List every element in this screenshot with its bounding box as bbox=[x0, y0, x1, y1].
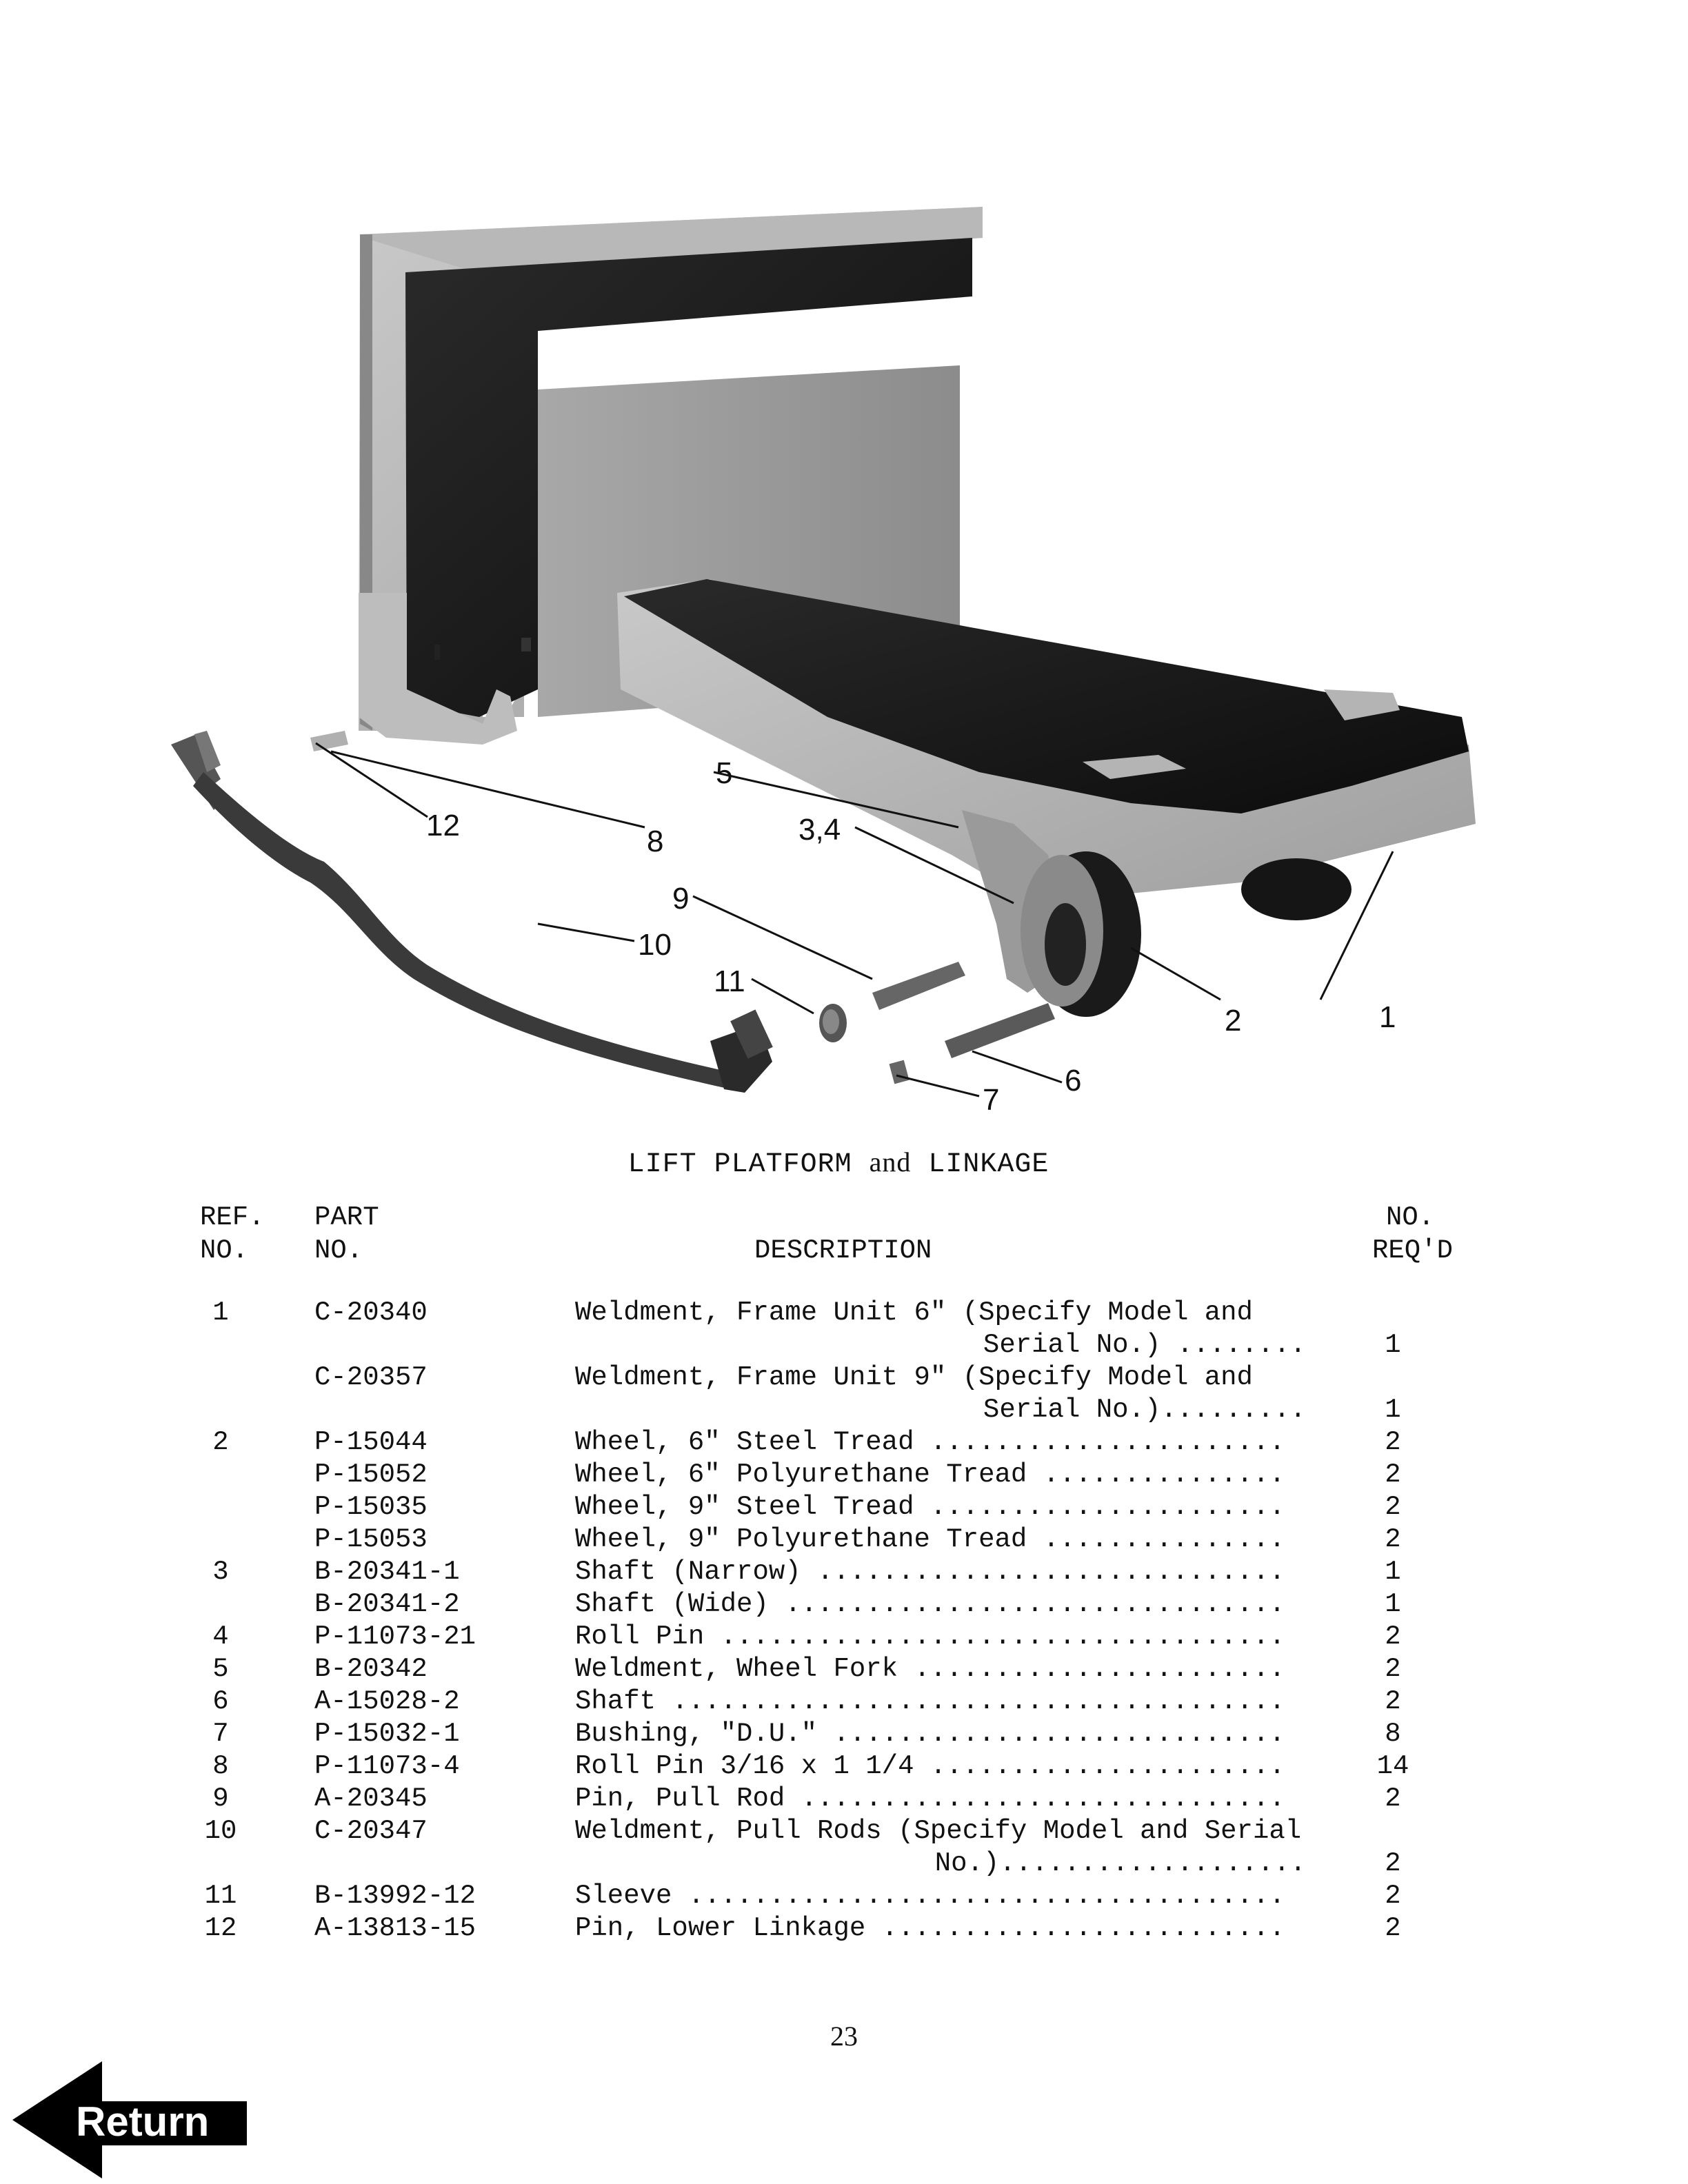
callout-1: 1 bbox=[1379, 1000, 1396, 1034]
qty-required: 1 bbox=[1385, 1557, 1401, 1587]
description: Pin, Pull Rod .............................. bbox=[575, 1783, 1285, 1814]
figure-title-part2: LINKAGE bbox=[911, 1149, 1049, 1180]
description: Shaft (Narrow) ............................. bbox=[575, 1557, 1285, 1587]
part-no: A-15028-2 bbox=[314, 1686, 460, 1717]
qty-required: 2 bbox=[1385, 1783, 1401, 1814]
qty-required: 1 bbox=[1385, 1589, 1401, 1619]
header-ref-line2: NO. bbox=[200, 1235, 249, 1266]
table-row bbox=[0, 1912, 1688, 1945]
qty-required: 2 bbox=[1385, 1524, 1401, 1555]
part-no: P-15044 bbox=[314, 1427, 428, 1457]
description: Bushing, "D.U." ............................ bbox=[575, 1719, 1285, 1749]
qty-required: 2 bbox=[1385, 1686, 1401, 1717]
part-no: A-20345 bbox=[314, 1783, 428, 1814]
header-part-line2: NO. bbox=[314, 1235, 363, 1266]
callout-7: 7 bbox=[983, 1083, 1000, 1117]
description: Weldment, Frame Unit 6" (Specify Model and bbox=[575, 1297, 1253, 1328]
table-row bbox=[0, 1555, 1688, 1588]
qty-required: 2 bbox=[1385, 1881, 1401, 1911]
callout-9: 9 bbox=[672, 882, 690, 916]
part-no: P-11073-4 bbox=[314, 1751, 460, 1781]
ref-no: 10 bbox=[204, 1816, 237, 1846]
part-no: C-20347 bbox=[314, 1816, 428, 1846]
description: Weldment, Pull Rods (Specify Model and Serial bbox=[575, 1816, 1302, 1846]
callout-3-4: 3,4 bbox=[798, 813, 841, 847]
table-row bbox=[0, 1814, 1688, 1848]
ref-no: 3 bbox=[212, 1557, 229, 1587]
part-no: B-20342 bbox=[314, 1654, 428, 1684]
return-button[interactable] bbox=[12, 2061, 247, 2178]
table-row bbox=[0, 1458, 1688, 1491]
header-part-line1: PART bbox=[314, 1202, 379, 1233]
header-ref-line1: REF. bbox=[200, 1202, 265, 1233]
figure-title-part1: LIFT PLATFORM bbox=[627, 1149, 870, 1180]
qty-required: 8 bbox=[1385, 1719, 1401, 1749]
qty-required: 2 bbox=[1385, 1913, 1401, 1943]
ref-no: 1 bbox=[212, 1297, 229, 1328]
platform-illustration bbox=[617, 579, 1476, 1017]
table-row bbox=[0, 1879, 1688, 1912]
description: Shaft (Wide) ............................... bbox=[575, 1589, 1285, 1619]
table-row bbox=[0, 1847, 1688, 1880]
callout-2: 2 bbox=[1225, 1004, 1242, 1038]
part-no: P-15052 bbox=[314, 1459, 428, 1490]
ref-no: 11 bbox=[204, 1881, 237, 1911]
description: Shaft ...................................... bbox=[575, 1686, 1285, 1717]
description: Wheel, 6" Polyurethane Tread ............... bbox=[575, 1459, 1285, 1490]
qty-required: 2 bbox=[1385, 1621, 1401, 1652]
part-no: B-20341-2 bbox=[314, 1589, 460, 1619]
header-description: DESCRIPTION bbox=[754, 1235, 932, 1266]
description: Weldment, Wheel Fork ....................... bbox=[575, 1654, 1285, 1684]
qty-required: 14 bbox=[1376, 1751, 1409, 1781]
table-row bbox=[0, 1652, 1688, 1686]
page-number: 23 bbox=[830, 2021, 858, 2052]
ref-no: 4 bbox=[212, 1621, 229, 1652]
return-label: Return bbox=[76, 2099, 210, 2145]
ref-no: 6 bbox=[212, 1686, 229, 1717]
description: Roll Pin ................................... bbox=[575, 1621, 1285, 1652]
table-row bbox=[0, 1717, 1688, 1750]
part-no: P-15032-1 bbox=[314, 1719, 460, 1749]
description: Weldment, Frame Unit 9" (Specify Model and bbox=[575, 1362, 1253, 1393]
table-row bbox=[0, 1426, 1688, 1459]
description: Pin, Lower Linkage ......................... bbox=[575, 1913, 1285, 1943]
table-row bbox=[0, 1620, 1688, 1653]
table-row bbox=[0, 1490, 1688, 1524]
callout-12: 12 bbox=[426, 809, 460, 842]
ref-no: 7 bbox=[212, 1719, 229, 1749]
table-row bbox=[0, 1296, 1688, 1329]
part-no: C-20357 bbox=[314, 1362, 428, 1393]
part-no: B-20341-1 bbox=[314, 1557, 460, 1587]
callout-5: 5 bbox=[716, 756, 733, 790]
description: Roll Pin 3/16 x 1 1/4 ...................... bbox=[575, 1751, 1285, 1781]
ref-no: 2 bbox=[212, 1427, 229, 1457]
table-row bbox=[0, 1393, 1688, 1426]
table-row bbox=[0, 1750, 1688, 1783]
ref-no: 12 bbox=[204, 1913, 237, 1943]
part-no: B-13992-12 bbox=[314, 1881, 476, 1911]
callout-6: 6 bbox=[1065, 1064, 1082, 1098]
description: Wheel, 9" Polyurethane Tread ............... bbox=[575, 1524, 1285, 1555]
qty-required: 2 bbox=[1385, 1654, 1401, 1684]
qty-required: 2 bbox=[1385, 1459, 1401, 1490]
table-row bbox=[0, 1328, 1688, 1362]
table-row bbox=[0, 1361, 1688, 1394]
table-row bbox=[0, 1523, 1688, 1556]
part-no: P-15053 bbox=[314, 1524, 428, 1555]
qty-required: 1 bbox=[1385, 1330, 1401, 1360]
callout-11: 11 bbox=[714, 964, 745, 998]
part-no: P-15035 bbox=[314, 1492, 428, 1522]
ref-no: 9 bbox=[212, 1783, 229, 1814]
qty-required: 2 bbox=[1385, 1848, 1401, 1879]
qty-required: 2 bbox=[1385, 1427, 1401, 1457]
description: Wheel, 9" Steel Tread ...................... bbox=[575, 1492, 1285, 1522]
ref-no: 8 bbox=[212, 1751, 229, 1781]
figure-title-and: and bbox=[869, 1146, 912, 1177]
qty-required: 1 bbox=[1385, 1395, 1401, 1425]
header-qty-line2: REQ'D bbox=[1372, 1235, 1454, 1266]
description: No.)................... bbox=[934, 1848, 1306, 1879]
description: Serial No.) ........ bbox=[983, 1330, 1306, 1360]
description: Wheel, 6" Steel Tread ...................... bbox=[575, 1427, 1285, 1457]
part-no: A-13813-15 bbox=[314, 1913, 476, 1943]
table-row bbox=[0, 1685, 1688, 1718]
part-no: C-20340 bbox=[314, 1297, 428, 1328]
ref-no: 5 bbox=[212, 1654, 229, 1684]
figure-title bbox=[0, 1146, 1688, 1180]
description: Serial No.)......... bbox=[983, 1395, 1306, 1425]
table-row bbox=[0, 1588, 1688, 1621]
part-no: P-11073-21 bbox=[314, 1621, 476, 1652]
callout-10: 10 bbox=[638, 928, 672, 962]
description: Sleeve ..................................... bbox=[575, 1881, 1285, 1911]
callout-8: 8 bbox=[647, 825, 664, 858]
qty-required: 2 bbox=[1385, 1492, 1401, 1522]
table-row bbox=[0, 1782, 1688, 1815]
header-qty-line1: NO. bbox=[1386, 1202, 1435, 1233]
